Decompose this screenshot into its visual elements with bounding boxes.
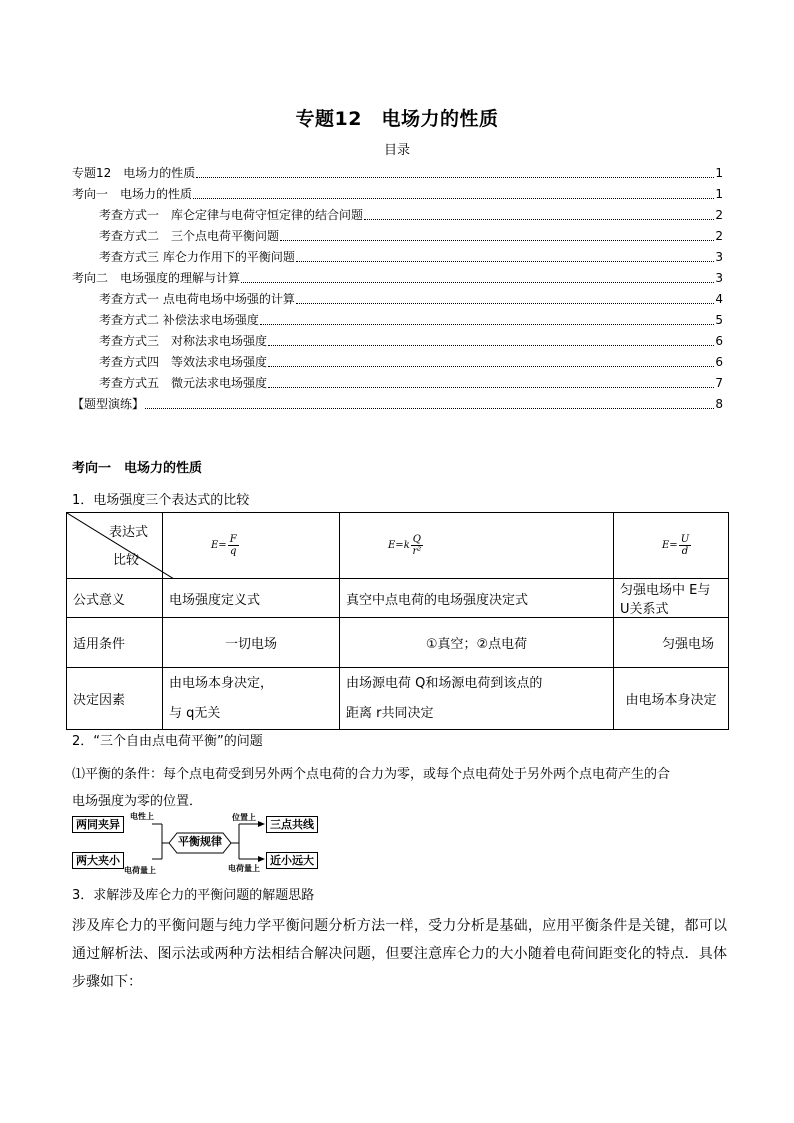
- rule-box-collinear: 三点共线: [266, 816, 318, 833]
- toc-entry[interactable]: [72, 286, 723, 307]
- section-title: 考向一 电场力的性质: [72, 461, 203, 476]
- toc-page-number: 6: [715, 355, 723, 369]
- paragraph-three-charges: 2．“三个自由点电荷平衡”的问题: [72, 734, 263, 749]
- balance-rule-diagram: [72, 812, 322, 874]
- cell-line: 与 q无关: [169, 705, 221, 721]
- row-label: 公式意义: [67, 579, 163, 618]
- formula-definition: [211, 534, 239, 557]
- formula-lhs: E=: [388, 540, 404, 551]
- formula-lhs: E=: [662, 540, 678, 551]
- toc-heading: 目录: [383, 143, 410, 158]
- table-cell: 一切电场: [163, 618, 340, 668]
- table-of-contents: [72, 160, 723, 412]
- formula-cell: [614, 513, 729, 579]
- toc-entry-text: 考向二 电场强度的理解与计算: [72, 271, 241, 285]
- toc-leader: [268, 345, 714, 346]
- paragraph-condition-line2: 电场强度为零的位置．: [72, 794, 203, 809]
- paragraph-solving-approach: 3．求解涉及库仑力的平衡问题的解题思路: [72, 888, 315, 903]
- label-charge-amount-left: 电荷量上: [124, 866, 156, 875]
- header-expression-label: 表达式: [108, 525, 148, 540]
- toc-entry[interactable]: [72, 202, 723, 223]
- toc-entry-text: 考查方式一 库仑定律与电荷守恒定律的结合问题: [99, 208, 364, 222]
- formula-cell: [163, 513, 340, 579]
- toc-page-number: 7: [715, 376, 723, 390]
- toc-leader: [280, 240, 714, 241]
- toc-entry-text: 考查方式三 对称法求电场强度: [99, 334, 268, 348]
- table-cell: [163, 668, 340, 730]
- rule-center-label: 平衡规律: [178, 835, 222, 848]
- toc-entry[interactable]: [72, 244, 723, 265]
- toc-page-number: 4: [715, 292, 723, 306]
- toc-leader: [364, 219, 714, 220]
- row-label: 适用条件: [67, 618, 163, 668]
- toc-leader: [260, 324, 714, 325]
- fraction-denominator: q: [229, 546, 237, 557]
- table-cell: 匀强电场中 E与 U关系式: [614, 579, 729, 618]
- toc-entry-text: 考查方式三 库仑力作用下的平衡问题: [99, 250, 295, 264]
- toc-entry-text: 【题型演练】: [72, 397, 145, 411]
- fraction-denominator: r²: [412, 546, 422, 557]
- toc-leader: [268, 387, 714, 388]
- toc-entry-text: 考向一 电场力的性质: [72, 187, 193, 201]
- formula-lhs: E=: [211, 540, 227, 551]
- toc-entry[interactable]: [72, 391, 723, 412]
- rule-box-same-outside: 两同夹异: [72, 816, 124, 833]
- cell-line: 由场源电荷 Q和场源电荷到该点的: [346, 675, 543, 691]
- formula-coefficient: k: [403, 540, 410, 551]
- table-row: [67, 579, 729, 618]
- formula-cell: [340, 513, 614, 579]
- toc-entry[interactable]: [72, 265, 723, 286]
- cell-line: 距离 r共同决定: [346, 705, 434, 721]
- cell-line: 由电场本身决定，: [169, 675, 274, 691]
- label-position: 位置上: [232, 813, 256, 822]
- toc-entry-text: 考查方式二 补偿法求电场强度: [99, 313, 259, 327]
- label-charge-amount-right: 电荷量上: [228, 864, 260, 873]
- label-charge-sign: 电性上: [130, 812, 154, 821]
- formula-point-charge: [388, 534, 423, 557]
- toc-page-number: 3: [715, 271, 723, 285]
- table-cell: 真空中点电荷的电场强度决定式: [340, 579, 614, 618]
- toc-entry[interactable]: [72, 223, 723, 244]
- toc-entry[interactable]: [72, 160, 723, 181]
- toc-page-number: 1: [715, 187, 723, 201]
- toc-entry-text: 专题12 电场力的性质: [72, 166, 196, 180]
- table-cell: [340, 668, 614, 730]
- paragraph-body: 涉及库仑力的平衡问题与纯力学平衡问题分析方法一样，受力分析是基础，应用平衡条件是关键，都可以通过解析法、图示法或两种方法相结合解决问题，但要注意库仑力的大小随着电荷间距变化的特点．具体步骤如下：: [72, 918, 727, 990]
- toc-page-number: 8: [715, 397, 723, 411]
- rule-box-near-small: 近小远大: [266, 852, 318, 869]
- table-cell: 由电场本身决定: [614, 668, 729, 730]
- page-title: 专题12 电场力的性质: [295, 108, 499, 130]
- header-compare-label: 比较: [113, 553, 140, 568]
- formula-uniform-field: [662, 534, 691, 557]
- toc-leader: [296, 303, 714, 304]
- toc-leader: [193, 198, 714, 199]
- paragraph-table-intro: 1．电场强度三个表达式的比较: [72, 493, 250, 508]
- toc-entry-text: 考查方式一 点电荷电场中场强的计算: [99, 292, 295, 306]
- toc-entry[interactable]: [72, 370, 723, 391]
- toc-entry-text: 考查方式四 等效法求电场强度: [99, 355, 268, 369]
- toc-leader: [268, 366, 714, 367]
- fraction: [228, 534, 239, 557]
- table-row: [67, 668, 729, 730]
- toc-entry[interactable]: [72, 328, 723, 349]
- toc-entry[interactable]: [72, 181, 723, 202]
- table-row: [67, 618, 729, 668]
- table-cell: ①真空；②点电荷: [340, 618, 614, 668]
- toc-entry-text: 考查方式二 三个点电荷平衡问题: [99, 229, 280, 243]
- toc-leader: [145, 408, 714, 409]
- comparison-table: [66, 512, 729, 730]
- toc-leader: [196, 177, 714, 178]
- toc-leader: [296, 261, 714, 262]
- fraction: [679, 534, 691, 557]
- toc-leader: [241, 282, 714, 283]
- toc-page-number: 2: [715, 229, 723, 243]
- diagonal-header-cell: [67, 513, 163, 579]
- toc-page-number: 2: [715, 208, 723, 222]
- paragraph-condition-line1: ⑴平衡的条件：每个点电荷受到另外两个点电荷的合力为零，或每个点电荷处于另外两个点电荷产生的合: [72, 767, 671, 782]
- fraction-denominator: d: [681, 546, 689, 557]
- toc-entry-text: 考查方式五 微元法求电场强度: [99, 376, 268, 390]
- fraction: [411, 534, 423, 557]
- toc-entry[interactable]: [72, 349, 723, 370]
- table-header-row: [67, 513, 729, 579]
- fraction-numerator: U: [680, 534, 690, 545]
- toc-page-number: 6: [715, 334, 723, 348]
- rule-box-large-outside: 两大夹小: [72, 852, 124, 869]
- fraction-numerator: Q: [412, 534, 421, 545]
- toc-page-number: 5: [715, 313, 723, 327]
- fraction-numerator: F: [229, 534, 237, 545]
- toc-page-number: 1: [715, 166, 723, 180]
- toc-page-number: 3: [715, 250, 723, 264]
- row-label: 决定因素: [67, 668, 163, 730]
- toc-entry[interactable]: [72, 307, 723, 328]
- table-cell: 匀强电场: [614, 618, 729, 668]
- table-cell: 电场强度定义式: [163, 579, 340, 618]
